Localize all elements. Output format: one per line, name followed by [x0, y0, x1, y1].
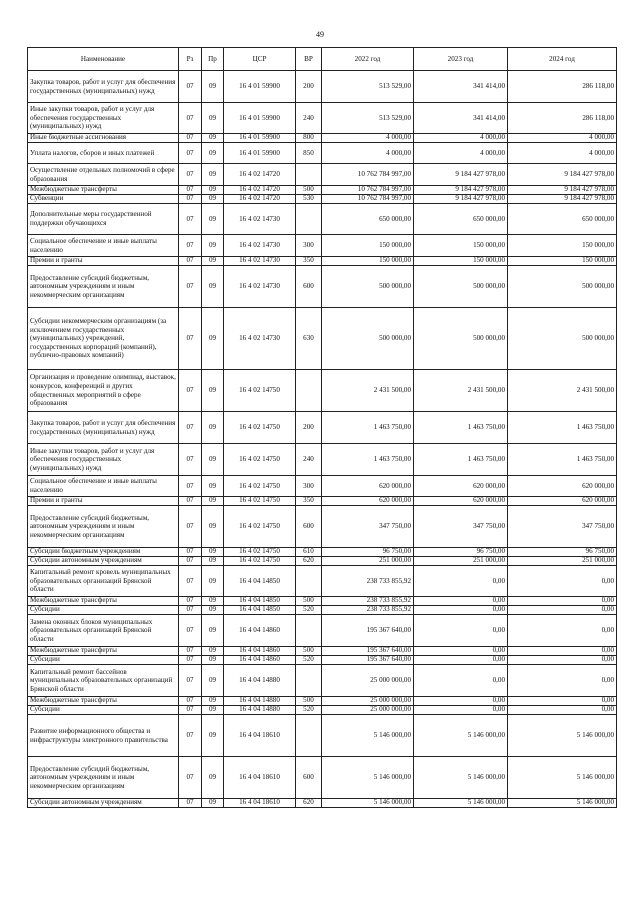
header-2022: 2022 год [322, 48, 414, 71]
cell-pr: 09 [202, 566, 224, 597]
cell-vr: 600 [296, 506, 322, 548]
cell-csr: 16 4 04 14880 [224, 697, 296, 706]
cell-rz: 07 [179, 444, 202, 476]
cell-vr [296, 615, 322, 647]
cell-name: Субсидии автономным учреждениям [28, 799, 179, 808]
cell-2024: 9 184 427 978,00 [508, 186, 617, 195]
cell-csr: 16 4 01 59900 [224, 143, 296, 164]
cell-2024: 5 146 000,00 [508, 799, 617, 808]
cell-vr: 200 [296, 71, 322, 103]
cell-csr: 16 4 02 14720 [224, 195, 296, 204]
cell-csr: 16 4 04 14880 [224, 665, 296, 697]
cell-2022: 195 367 640,00 [322, 656, 414, 665]
cell-2023: 0,00 [414, 665, 508, 697]
cell-name: Закупка товаров, работ и услуг для обеспечения государственных (муниципальных) нужд [28, 71, 179, 103]
cell-csr: 16 4 02 14750 [224, 412, 296, 444]
cell-2022: 25 000 000,00 [322, 706, 414, 715]
cell-vr: 600 [296, 757, 322, 799]
cell-name: Иные бюджетные ассигнования [28, 134, 179, 143]
cell-csr: 16 4 02 14750 [224, 444, 296, 476]
cell-2023: 500 000,00 [414, 266, 508, 308]
cell-2023: 620 000,00 [414, 497, 508, 506]
cell-name: Субсидии [28, 706, 179, 715]
cell-csr: 16 4 02 14720 [224, 164, 296, 186]
cell-2022: 251 000,00 [322, 557, 414, 566]
cell-2022: 4 000,00 [322, 143, 414, 164]
cell-name: Субсидии [28, 656, 179, 665]
cell-vr: 520 [296, 656, 322, 665]
cell-pr: 09 [202, 308, 224, 370]
cell-name: Капитальный ремонт бассейнов муниципальных образовательных организаций Брянской области [28, 665, 179, 697]
cell-csr: 16 4 01 59900 [224, 103, 296, 134]
cell-pr: 09 [202, 647, 224, 656]
cell-csr: 16 4 02 14730 [224, 308, 296, 370]
cell-2023: 0,00 [414, 706, 508, 715]
cell-2022: 500 000,00 [322, 308, 414, 370]
cell-name: Субсидии автономным учреждениям [28, 557, 179, 566]
cell-2023: 150 000,00 [414, 257, 508, 266]
cell-rz: 07 [179, 143, 202, 164]
cell-2022: 195 367 640,00 [322, 647, 414, 656]
cell-name: Социальное обеспечение и иные выплаты населению [28, 476, 179, 497]
cell-pr: 09 [202, 266, 224, 308]
table-row [28, 697, 617, 706]
cell-rz: 07 [179, 235, 202, 257]
cell-pr: 09 [202, 799, 224, 808]
cell-2023: 0,00 [414, 566, 508, 597]
cell-name: Субсидии некоммерческим организациям (за исключением государственных (муниципальных) учреждений, государственных корпораций (компаний), публично-правовых компаний) [28, 308, 179, 370]
cell-csr: 16 4 02 14730 [224, 204, 296, 235]
cell-2023: 341 414,00 [414, 71, 508, 103]
table-row [28, 606, 617, 615]
cell-2023: 5 146 000,00 [414, 799, 508, 808]
cell-pr: 09 [202, 134, 224, 143]
cell-name: Предоставление субсидий бюджетным, автономным учреждениям и иным некоммерческим организациям [28, 757, 179, 799]
cell-name: Межбюджетные трансферты [28, 597, 179, 606]
cell-vr [296, 665, 322, 697]
cell-2024: 347 750,00 [508, 506, 617, 548]
cell-2023: 2 431 500,00 [414, 370, 508, 412]
cell-vr: 520 [296, 606, 322, 615]
cell-rz: 07 [179, 757, 202, 799]
cell-name: Иные закупки товаров, работ и услуг для обеспечения государственных (муниципальных) нужд [28, 444, 179, 476]
cell-csr: 16 4 01 59900 [224, 71, 296, 103]
cell-rz: 07 [179, 257, 202, 266]
table-row [28, 597, 617, 606]
cell-2023: 347 750,00 [414, 506, 508, 548]
cell-rz: 07 [179, 370, 202, 412]
table-row [28, 757, 617, 799]
cell-2022: 10 762 784 997,00 [322, 195, 414, 204]
cell-vr: 530 [296, 195, 322, 204]
header-name: Наименование [28, 48, 179, 71]
cell-pr: 09 [202, 597, 224, 606]
cell-2024: 0,00 [508, 665, 617, 697]
cell-pr: 09 [202, 186, 224, 195]
cell-name: Уплата налогов, сборов и иных платежей [28, 143, 179, 164]
table-row [28, 476, 617, 497]
cell-rz: 07 [179, 186, 202, 195]
cell-2022: 195 367 640,00 [322, 615, 414, 647]
cell-2024: 500 000,00 [508, 266, 617, 308]
cell-2024: 150 000,00 [508, 257, 617, 266]
cell-rz: 07 [179, 204, 202, 235]
header-2024: 2024 год [508, 48, 617, 71]
cell-rz: 07 [179, 412, 202, 444]
table-row [28, 164, 617, 186]
cell-csr: 16 4 02 14750 [224, 548, 296, 557]
cell-name: Межбюджетные трансферты [28, 186, 179, 195]
cell-2024: 286 118,00 [508, 71, 617, 103]
cell-pr: 09 [202, 412, 224, 444]
table-row [28, 186, 617, 195]
table-row [28, 497, 617, 506]
cell-2022: 25 000 000,00 [322, 665, 414, 697]
cell-2024: 5 146 000,00 [508, 757, 617, 799]
cell-pr: 09 [202, 606, 224, 615]
table-row [28, 444, 617, 476]
cell-2022: 2 431 500,00 [322, 370, 414, 412]
cell-name: Осуществление отдельных полномочий в сфере образования [28, 164, 179, 186]
cell-2022: 620 000,00 [322, 476, 414, 497]
cell-2022: 238 733 855,92 [322, 606, 414, 615]
cell-2024: 286 118,00 [508, 103, 617, 134]
cell-2022: 500 000,00 [322, 266, 414, 308]
cell-pr: 09 [202, 757, 224, 799]
cell-2024: 4 000,00 [508, 134, 617, 143]
cell-2024: 650 000,00 [508, 204, 617, 235]
cell-vr: 620 [296, 799, 322, 808]
table-row [28, 103, 617, 134]
cell-2024: 96 750,00 [508, 548, 617, 557]
cell-rz: 07 [179, 566, 202, 597]
cell-vr: 300 [296, 235, 322, 257]
table-row [28, 557, 617, 566]
table-row [28, 266, 617, 308]
table-row [28, 665, 617, 697]
cell-2024: 0,00 [508, 706, 617, 715]
cell-pr: 09 [202, 164, 224, 186]
cell-name: Субвенции [28, 195, 179, 204]
cell-2022: 620 000,00 [322, 497, 414, 506]
cell-rz: 07 [179, 103, 202, 134]
cell-vr: 200 [296, 412, 322, 444]
cell-name: Предоставление субсидий бюджетным, автономным учреждениям и иным некоммерческим организациям [28, 506, 179, 548]
cell-2023: 0,00 [414, 615, 508, 647]
cell-rz: 07 [179, 665, 202, 697]
cell-2023: 0,00 [414, 597, 508, 606]
cell-csr: 16 4 04 14850 [224, 566, 296, 597]
cell-vr: 620 [296, 557, 322, 566]
cell-2022: 150 000,00 [322, 235, 414, 257]
cell-vr: 500 [296, 597, 322, 606]
cell-name: Предоставление субсидий бюджетным, автономным учреждениям и иным некоммерческим организациям [28, 266, 179, 308]
table-row [28, 134, 617, 143]
table-row [28, 548, 617, 557]
cell-2023: 5 146 000,00 [414, 757, 508, 799]
table-row [28, 71, 617, 103]
cell-pr: 09 [202, 71, 224, 103]
cell-rz: 07 [179, 164, 202, 186]
cell-csr: 16 4 02 14750 [224, 476, 296, 497]
cell-pr: 09 [202, 476, 224, 497]
cell-rz: 07 [179, 134, 202, 143]
cell-name: Замена оконных блоков муниципальных образовательных организаций Брянской области [28, 615, 179, 647]
cell-2023: 620 000,00 [414, 476, 508, 497]
cell-name: Капитальный ремонт кровель муниципальных образовательных организаций Брянской области [28, 566, 179, 597]
cell-csr: 16 4 02 14750 [224, 557, 296, 566]
cell-2024: 0,00 [508, 697, 617, 706]
cell-name: Организация и проведение олимпиад, выставок, конкурсов, конференций и других общественных мероприятий в сфере образования [28, 370, 179, 412]
cell-2022: 1 463 750,00 [322, 412, 414, 444]
cell-csr: 16 4 01 59900 [224, 134, 296, 143]
cell-vr: 240 [296, 103, 322, 134]
cell-csr: 16 4 04 14850 [224, 606, 296, 615]
header-vr: ВР [296, 48, 322, 71]
cell-vr: 240 [296, 444, 322, 476]
cell-csr: 16 4 04 18610 [224, 715, 296, 757]
cell-vr: 610 [296, 548, 322, 557]
cell-2024: 9 184 427 978,00 [508, 164, 617, 186]
cell-pr: 09 [202, 195, 224, 204]
cell-rz: 07 [179, 308, 202, 370]
cell-2022: 347 750,00 [322, 506, 414, 548]
cell-2024: 0,00 [508, 597, 617, 606]
cell-2024: 5 146 000,00 [508, 715, 617, 757]
cell-2024: 0,00 [508, 656, 617, 665]
cell-csr: 16 4 04 18610 [224, 799, 296, 808]
cell-rz: 07 [179, 615, 202, 647]
cell-2024: 620 000,00 [508, 497, 617, 506]
cell-rz: 07 [179, 548, 202, 557]
cell-rz: 07 [179, 606, 202, 615]
cell-rz: 07 [179, 697, 202, 706]
cell-rz: 07 [179, 476, 202, 497]
cell-name: Субсидии бюджетным учреждениям [28, 548, 179, 557]
table-row [28, 308, 617, 370]
cell-rz: 07 [179, 557, 202, 566]
cell-csr: 16 4 04 14860 [224, 647, 296, 656]
cell-csr: 16 4 02 14750 [224, 370, 296, 412]
cell-csr: 16 4 02 14730 [224, 266, 296, 308]
cell-2024: 0,00 [508, 606, 617, 615]
cell-2024: 500 000,00 [508, 308, 617, 370]
cell-pr: 09 [202, 257, 224, 266]
cell-2023: 500 000,00 [414, 308, 508, 370]
table-row [28, 615, 617, 647]
cell-pr: 09 [202, 548, 224, 557]
cell-2023: 0,00 [414, 647, 508, 656]
cell-2024: 2 431 500,00 [508, 370, 617, 412]
table-row [28, 566, 617, 597]
table-row [28, 656, 617, 665]
cell-vr: 850 [296, 143, 322, 164]
cell-pr: 09 [202, 235, 224, 257]
cell-2024: 1 463 750,00 [508, 412, 617, 444]
cell-csr: 16 4 04 14850 [224, 597, 296, 606]
cell-2023: 150 000,00 [414, 235, 508, 257]
cell-name: Иные закупки товаров, работ и услуг для обеспечения государственных (муниципальных) нужд [28, 103, 179, 134]
cell-2022: 5 146 000,00 [322, 715, 414, 757]
cell-csr: 16 4 02 14720 [224, 186, 296, 195]
cell-rz: 07 [179, 715, 202, 757]
cell-name: Премии и гранты [28, 497, 179, 506]
cell-rz: 07 [179, 71, 202, 103]
cell-2023: 4 000,00 [414, 134, 508, 143]
cell-2024: 0,00 [508, 647, 617, 656]
cell-2023: 9 184 427 978,00 [414, 164, 508, 186]
cell-2023: 251 000,00 [414, 557, 508, 566]
cell-pr: 09 [202, 697, 224, 706]
cell-2022: 650 000,00 [322, 204, 414, 235]
cell-2024: 0,00 [508, 566, 617, 597]
cell-name: Дополнительные меры государственной поддержки обучающихся [28, 204, 179, 235]
cell-name: Премии и гранты [28, 257, 179, 266]
cell-vr: 630 [296, 308, 322, 370]
table-row [28, 257, 617, 266]
cell-csr: 16 4 02 14750 [224, 497, 296, 506]
header-2023: 2023 год [414, 48, 508, 71]
cell-vr: 500 [296, 186, 322, 195]
cell-vr [296, 566, 322, 597]
cell-2024: 251 000,00 [508, 557, 617, 566]
cell-csr: 16 4 04 18610 [224, 757, 296, 799]
table-row [28, 647, 617, 656]
table-row [28, 706, 617, 715]
cell-vr: 800 [296, 134, 322, 143]
cell-vr: 500 [296, 647, 322, 656]
budget-table [27, 47, 617, 808]
cell-2024: 4 000,00 [508, 143, 617, 164]
cell-csr: 16 4 04 14860 [224, 656, 296, 665]
cell-rz: 07 [179, 799, 202, 808]
cell-vr: 500 [296, 697, 322, 706]
cell-2023: 0,00 [414, 697, 508, 706]
cell-2023: 5 146 000,00 [414, 715, 508, 757]
cell-2022: 25 000 000,00 [322, 697, 414, 706]
table-row [28, 412, 617, 444]
cell-2023: 96 750,00 [414, 548, 508, 557]
cell-2022: 96 750,00 [322, 548, 414, 557]
cell-pr: 09 [202, 715, 224, 757]
cell-2024: 9 184 427 978,00 [508, 195, 617, 204]
cell-2022: 513 529,00 [322, 103, 414, 134]
cell-vr: 350 [296, 497, 322, 506]
cell-pr: 09 [202, 370, 224, 412]
cell-2022: 238 733 855,92 [322, 566, 414, 597]
cell-rz: 07 [179, 497, 202, 506]
cell-2023: 1 463 750,00 [414, 444, 508, 476]
table-row [28, 143, 617, 164]
cell-pr: 09 [202, 506, 224, 548]
table-row [28, 506, 617, 548]
cell-csr: 16 4 02 14750 [224, 506, 296, 548]
cell-name: Социальное обеспечение и иные выплаты населению [28, 235, 179, 257]
cell-vr: 600 [296, 266, 322, 308]
header-pr: Пр [202, 48, 224, 71]
cell-pr: 09 [202, 143, 224, 164]
cell-name: Межбюджетные трансферты [28, 647, 179, 656]
table-row [28, 204, 617, 235]
cell-rz: 07 [179, 647, 202, 656]
cell-2022: 1 463 750,00 [322, 444, 414, 476]
cell-rz: 07 [179, 266, 202, 308]
table-row [28, 370, 617, 412]
cell-csr: 16 4 04 14880 [224, 706, 296, 715]
cell-2023: 1 463 750,00 [414, 412, 508, 444]
cell-2022: 150 000,00 [322, 257, 414, 266]
cell-2022: 10 762 784 997,00 [322, 164, 414, 186]
cell-2022: 5 146 000,00 [322, 799, 414, 808]
cell-2023: 650 000,00 [414, 204, 508, 235]
cell-2024: 620 000,00 [508, 476, 617, 497]
header-csr: ЦСР [224, 48, 296, 71]
cell-name: Межбюджетные трансферты [28, 697, 179, 706]
cell-csr: 16 4 04 14860 [224, 615, 296, 647]
cell-2023: 341 414,00 [414, 103, 508, 134]
page-number: 49 [316, 30, 324, 39]
cell-2022: 513 529,00 [322, 71, 414, 103]
cell-pr: 09 [202, 665, 224, 697]
cell-rz: 07 [179, 506, 202, 548]
cell-rz: 07 [179, 195, 202, 204]
table-row [28, 235, 617, 257]
cell-pr: 09 [202, 204, 224, 235]
cell-2022: 238 733 855,92 [322, 597, 414, 606]
cell-vr [296, 164, 322, 186]
cell-2023: 9 184 427 978,00 [414, 186, 508, 195]
header-rz: Рз [179, 48, 202, 71]
cell-csr: 16 4 02 14730 [224, 235, 296, 257]
cell-2023: 0,00 [414, 656, 508, 665]
cell-rz: 07 [179, 656, 202, 665]
cell-vr: 350 [296, 257, 322, 266]
cell-2022: 4 000,00 [322, 134, 414, 143]
table-header-row [28, 48, 617, 71]
cell-pr: 09 [202, 444, 224, 476]
cell-pr: 09 [202, 557, 224, 566]
table-row [28, 195, 617, 204]
cell-name: Субсидии [28, 606, 179, 615]
cell-name: Закупка товаров, работ и услуг для обеспечения государственных (муниципальных) нужд [28, 412, 179, 444]
cell-pr: 09 [202, 615, 224, 647]
cell-2023: 0,00 [414, 606, 508, 615]
cell-pr: 09 [202, 103, 224, 134]
cell-2023: 9 184 427 978,00 [414, 195, 508, 204]
table-row [28, 799, 617, 808]
cell-name: Развитие информационного общества и инфраструктуры электронного правительства [28, 715, 179, 757]
cell-pr: 09 [202, 656, 224, 665]
cell-rz: 07 [179, 597, 202, 606]
cell-csr: 16 4 02 14730 [224, 257, 296, 266]
cell-pr: 09 [202, 706, 224, 715]
cell-2024: 150 000,00 [508, 235, 617, 257]
cell-vr [296, 715, 322, 757]
cell-2024: 1 463 750,00 [508, 444, 617, 476]
table-row [28, 715, 617, 757]
cell-rz: 07 [179, 706, 202, 715]
cell-2023: 4 000,00 [414, 143, 508, 164]
cell-vr [296, 204, 322, 235]
cell-vr: 300 [296, 476, 322, 497]
cell-vr: 520 [296, 706, 322, 715]
cell-2022: 5 146 000,00 [322, 757, 414, 799]
cell-pr: 09 [202, 497, 224, 506]
cell-vr [296, 370, 322, 412]
cell-2022: 10 762 784 997,00 [322, 186, 414, 195]
cell-2024: 0,00 [508, 615, 617, 647]
